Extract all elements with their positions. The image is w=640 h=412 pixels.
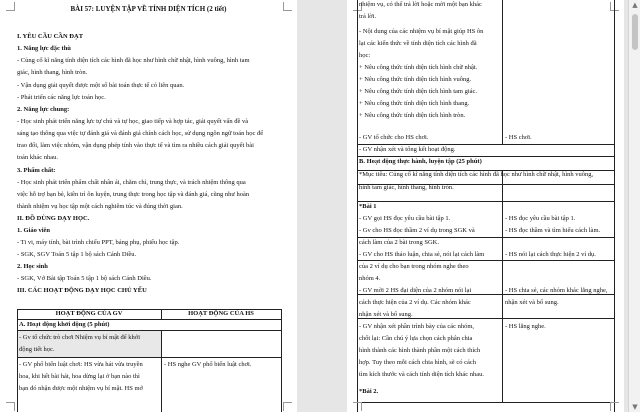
table-cell-line: động tiết học. xyxy=(19,346,55,353)
table-border xyxy=(357,260,615,261)
table-cell-line: cách làm của 2 bài trong SGK. xyxy=(359,239,439,246)
scrollbar-thumb[interactable] xyxy=(632,14,638,50)
objective-line: hình tam giác, hình thang, hình tròn. xyxy=(359,184,454,191)
table-cell-line: - HS đọc thầm và tìm hiểu cách làm. xyxy=(505,227,601,234)
table-cell-line: - GV gọi HS đọc yêu cầu bài tập 1. xyxy=(359,215,451,222)
scroll-up-arrow-icon[interactable]: ▲ xyxy=(632,1,638,9)
crop-mark xyxy=(353,402,362,411)
table-cell-line: nhận xét và bổ sung. xyxy=(505,299,559,306)
table-border xyxy=(357,237,615,238)
table-cell-line: + Nêu công thức tính diện tích hình vuông. xyxy=(359,76,472,83)
exercise-label: *Bài 2. xyxy=(359,388,379,395)
table-border xyxy=(17,357,282,358)
table-header-gv: HOẠT ĐỘNG CỦA GV xyxy=(55,310,123,317)
exercise-label: *Bài 1 xyxy=(359,203,377,210)
subheading: 1. Giáo viên xyxy=(17,227,51,234)
table-cell-line: hình thành các hình thành phần một cách thích xyxy=(359,347,481,354)
text-line: - Ti vi, máy tính, bài trình chiếu PPT, bảng phụ, phiếu học tập. xyxy=(17,239,180,246)
table-cell-line: - HS chơi. xyxy=(505,134,532,141)
text-line: - SGK, SGV Toán 5 tập 1 bộ sách Cánh Diều. xyxy=(17,251,137,258)
subheading: 3. Phẩm chất: xyxy=(17,167,56,174)
subheading: 2. Năng lực chung: xyxy=(17,106,70,113)
table-cell-line: + Nêu công thức tính diện tích hình chữ nhật. xyxy=(359,64,478,71)
table-cell-line: - GV mời 2 HS đại diện của 2 nhóm nói lại xyxy=(359,287,472,294)
text-line: - Củng cố kĩ năng tính diện tích các hình đã học như hình chữ nhật, hình vuông, hình tam xyxy=(17,57,250,64)
table-border xyxy=(502,170,503,402)
table-cell-line: - HS chia sẻ, các nhóm khác lắng nghe, xyxy=(505,287,608,294)
table-cell-line: - HS nói lại cách thực hiện 2 ví dụ. xyxy=(505,251,596,258)
scroll-down-arrow-icon[interactable]: ▼ xyxy=(632,403,638,411)
table-cell-line: - HS nghe GV phổ biến luật chơi. xyxy=(164,361,252,368)
subheading: 1. Năng lực đặc thù xyxy=(17,45,71,52)
text-line: - SGK, Vở Bài tập Toán 5 tập 1 bộ sách Cánh Diều. xyxy=(17,275,152,282)
section-row: A. Hoạt động khởi động (5 phút) xyxy=(19,321,110,328)
text-line: sáng tạo thông qua việc tự đánh giá và đánh giá chính cách học, sử dụng ngôn ngữ toán học để xyxy=(17,130,264,137)
table-cell-line: lại các kiến thức về tính diện tích các hình đã xyxy=(359,40,477,47)
table-cell-line: trả lời. xyxy=(359,13,377,20)
table-border xyxy=(357,144,615,145)
text-line: - Học sinh phát triển phẩm chất nhân ái, chăm chỉ, trung thực, và trách nhiệm thông qua xyxy=(17,179,246,186)
text-line: - Vận dụng giải quyết được một số bài toán thực tế có liên quan. xyxy=(17,82,185,89)
table-cell-line: hợp. Tuy theo mỗi cách chia hình, sẽ có cách xyxy=(359,359,476,366)
objective-line: *Mục tiêu: Củng cố kĩ năng tính diện tích các hình đã học như hình chữ nhật, hình vuông, xyxy=(359,171,594,178)
table-border xyxy=(357,201,615,202)
subheading: 2. Học sinh xyxy=(17,263,48,270)
document-page-right xyxy=(347,0,624,412)
text-line: việc hỗ trợ bạn bè, kiên trì ôn luyện, trung thực trong học tập và đánh giá, cũng như hoàn xyxy=(17,191,250,198)
table-cell-line: nhóm 4. xyxy=(359,275,381,282)
table-border xyxy=(357,156,615,157)
table-cell-line: - GV cho HS thảo luận, chia sẻ, nói lại cách làm xyxy=(359,251,485,258)
table-border xyxy=(161,330,162,412)
table-cell-line: - HS lắng nghe. xyxy=(505,323,546,330)
table-border xyxy=(357,0,358,412)
document-page-left xyxy=(0,0,297,412)
table-cell-line: cách thực hiện của 2 ví dụ. Các nhóm khác xyxy=(359,299,471,306)
table-cell-line: - HS đọc yêu cầu bài tập 1. xyxy=(505,215,576,222)
table-cell-line: tìm kích thước và cách tính diện tích khác nhau. xyxy=(359,371,485,378)
text-line: - Học sinh phát triển năng lực tự chủ và tự học, giao tiếp và hợp tác, giải quyết vấn đề và xyxy=(17,118,249,125)
crop-mark xyxy=(610,402,619,411)
table-cell-line: bạn đó nhận được một nhiệm vụ bí mật. HS mở xyxy=(19,385,143,392)
text-line: - Phát triển các năng lực toán học. xyxy=(17,94,106,101)
vertical-scrollbar[interactable] xyxy=(628,0,640,412)
section-heading: III. CÁC HOẠT ĐỘNG DẠY HỌC CHỦ YẾU xyxy=(17,287,147,294)
table-cell-line: + Nêu công thức tính diện tích hình thang. xyxy=(359,100,470,107)
table-border xyxy=(281,309,282,412)
table-cell-line: chốt lại: Cần chú ý lựa chọn cách phân chia xyxy=(359,335,473,342)
section-row: B. Hoạt động thực hành, luyện tập (25 phút) xyxy=(359,158,482,165)
table-border xyxy=(17,319,282,320)
text-line: thành nhiệm vụ học tập một cách nghiêm túc và đúng thời gian. xyxy=(17,203,183,210)
table-cell-line: - GV tổ chức cho HS chơi. xyxy=(359,134,429,141)
section-heading: II. ĐỒ DÙNG DẠY HỌC. xyxy=(17,215,90,222)
table-cell-line: học: xyxy=(359,52,371,59)
table-cell-line: của 2 ví dụ cho bạn trong nhóm nghe theo xyxy=(359,263,469,270)
text-line: giác, hình thang, hình tròn. xyxy=(17,69,88,76)
table-cell-line: - Gv cho HS đọc thầm 2 ví dụ trong SGK và xyxy=(359,227,475,234)
table-cell-line: - GV phổ biến luật chơi: HS vừa hát vừa truyền xyxy=(19,361,143,368)
crop-mark xyxy=(283,402,292,411)
table-cell-line: + Nêu công thức tính diện tích hình tam giác. xyxy=(359,88,478,95)
table-border xyxy=(17,309,18,412)
table-cell-line: + Nêu công thức tính diện tích hình tròn. xyxy=(359,112,466,119)
table-border xyxy=(614,0,615,412)
table-cell-line: - GV nhận xét và tổng kết hoạt động. xyxy=(359,146,456,153)
table-cell-line: - Nội dung của các nhiệm vụ bí mật giúp HS ôn xyxy=(359,28,484,35)
table-border xyxy=(502,0,503,144)
text-line: toán khác nhau. xyxy=(17,154,58,161)
table-cell-line: nhận xét và bổ sung. xyxy=(359,311,413,318)
table-cell-line: - Gv tổ chức trò chơi Nhiệm vụ bí mật để khởi xyxy=(19,334,141,341)
table-border xyxy=(357,402,615,403)
section-heading: I. YÊU CẦU CẦN ĐẠT xyxy=(17,33,84,40)
lesson-title: BÀI 57: LUYỆN TẬP VỀ TÍNH DIỆN TÍCH (2 tiết) xyxy=(70,5,227,13)
table-header-hs: HOẠT ĐỘNG CỦA HS xyxy=(188,310,254,317)
table-cell-line: nhiệm vụ, có thể trả lời hoặc mời một bạn khác xyxy=(359,1,482,8)
crop-mark xyxy=(6,402,15,411)
table-cell-line: hoa, khi hết bài hát, hoa dừng lại ở bạn nào thì xyxy=(19,373,140,380)
text-line: trao đổi, làm việc nhóm, vận dụng phép tính vào thực tế và tìm ra nhiều cách giải quyết bài xyxy=(17,142,254,149)
table-cell-line: - GV nhận xét phần trình bày của các nhóm, xyxy=(359,323,475,330)
